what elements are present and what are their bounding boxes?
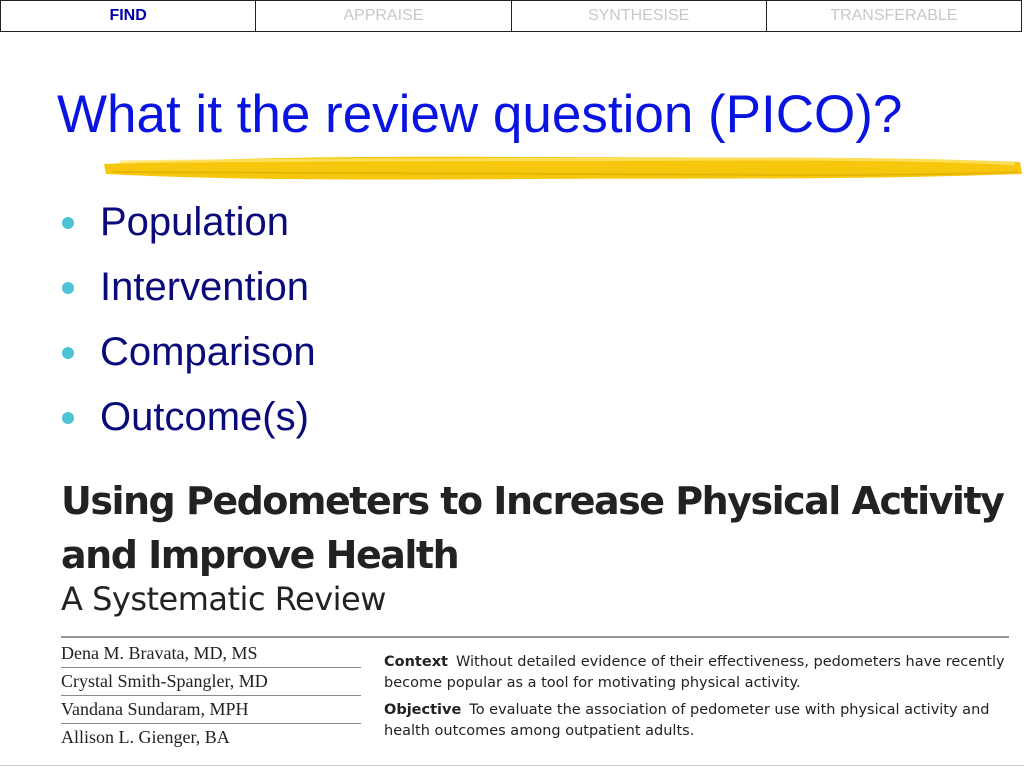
bullet-icon	[62, 217, 74, 229]
author-name: Crystal Smith-Spangler, MD	[61, 668, 361, 696]
objective-text: To evaluate the association of pedometer use with physical activity and health outcomes among outpatient adults.	[384, 702, 990, 739]
author-name: Allison L. Gienger, BA	[61, 727, 230, 747]
bullet-label: Comparison	[100, 330, 316, 374]
divider	[61, 636, 1009, 638]
article-title: Using Pedometers to Increase Physical Activity and Improve Health	[61, 479, 1004, 577]
context-text: Without detailed evidence of their effectiveness, pedometers have recently become popular as a tool for motivating physical activity.	[384, 654, 1005, 691]
bullet-label: Intervention	[100, 265, 310, 309]
pico-list	[62, 190, 316, 450]
objective-heading: Objective	[384, 702, 462, 718]
slide-title: What it the review question (PICO)?	[57, 85, 903, 144]
bullet-icon	[62, 282, 74, 294]
author-name: Dena M. Bravata, MD, MS	[61, 640, 361, 668]
article-subtitle: A Systematic Review	[61, 580, 386, 618]
list-item	[62, 190, 316, 255]
bullet-label: Outcome(s)	[100, 395, 309, 439]
tab-find[interactable]: FIND	[109, 7, 147, 24]
abstract-context	[384, 652, 1012, 694]
context-heading: Context	[384, 654, 448, 670]
tab-synthesise[interactable]: SYNTHESISE	[511, 1, 766, 31]
divider	[0, 765, 1024, 766]
list-item	[62, 385, 316, 450]
list-item	[62, 320, 316, 385]
abstract-objective	[384, 700, 1012, 742]
list-item	[62, 255, 316, 320]
step-tabs	[0, 0, 1022, 32]
author-name: Vandana Sundaram, MPH	[61, 696, 361, 724]
author-list	[61, 640, 361, 751]
tab-transferable[interactable]: TRANSFERABLE	[766, 1, 1021, 31]
bullet-icon	[62, 347, 74, 359]
highlighter-stroke	[100, 150, 1024, 186]
abstract	[384, 652, 1012, 748]
bullet-label: Population	[100, 200, 290, 244]
bullet-icon	[62, 412, 74, 424]
tab-appraise[interactable]: APPRAISE	[255, 1, 510, 31]
